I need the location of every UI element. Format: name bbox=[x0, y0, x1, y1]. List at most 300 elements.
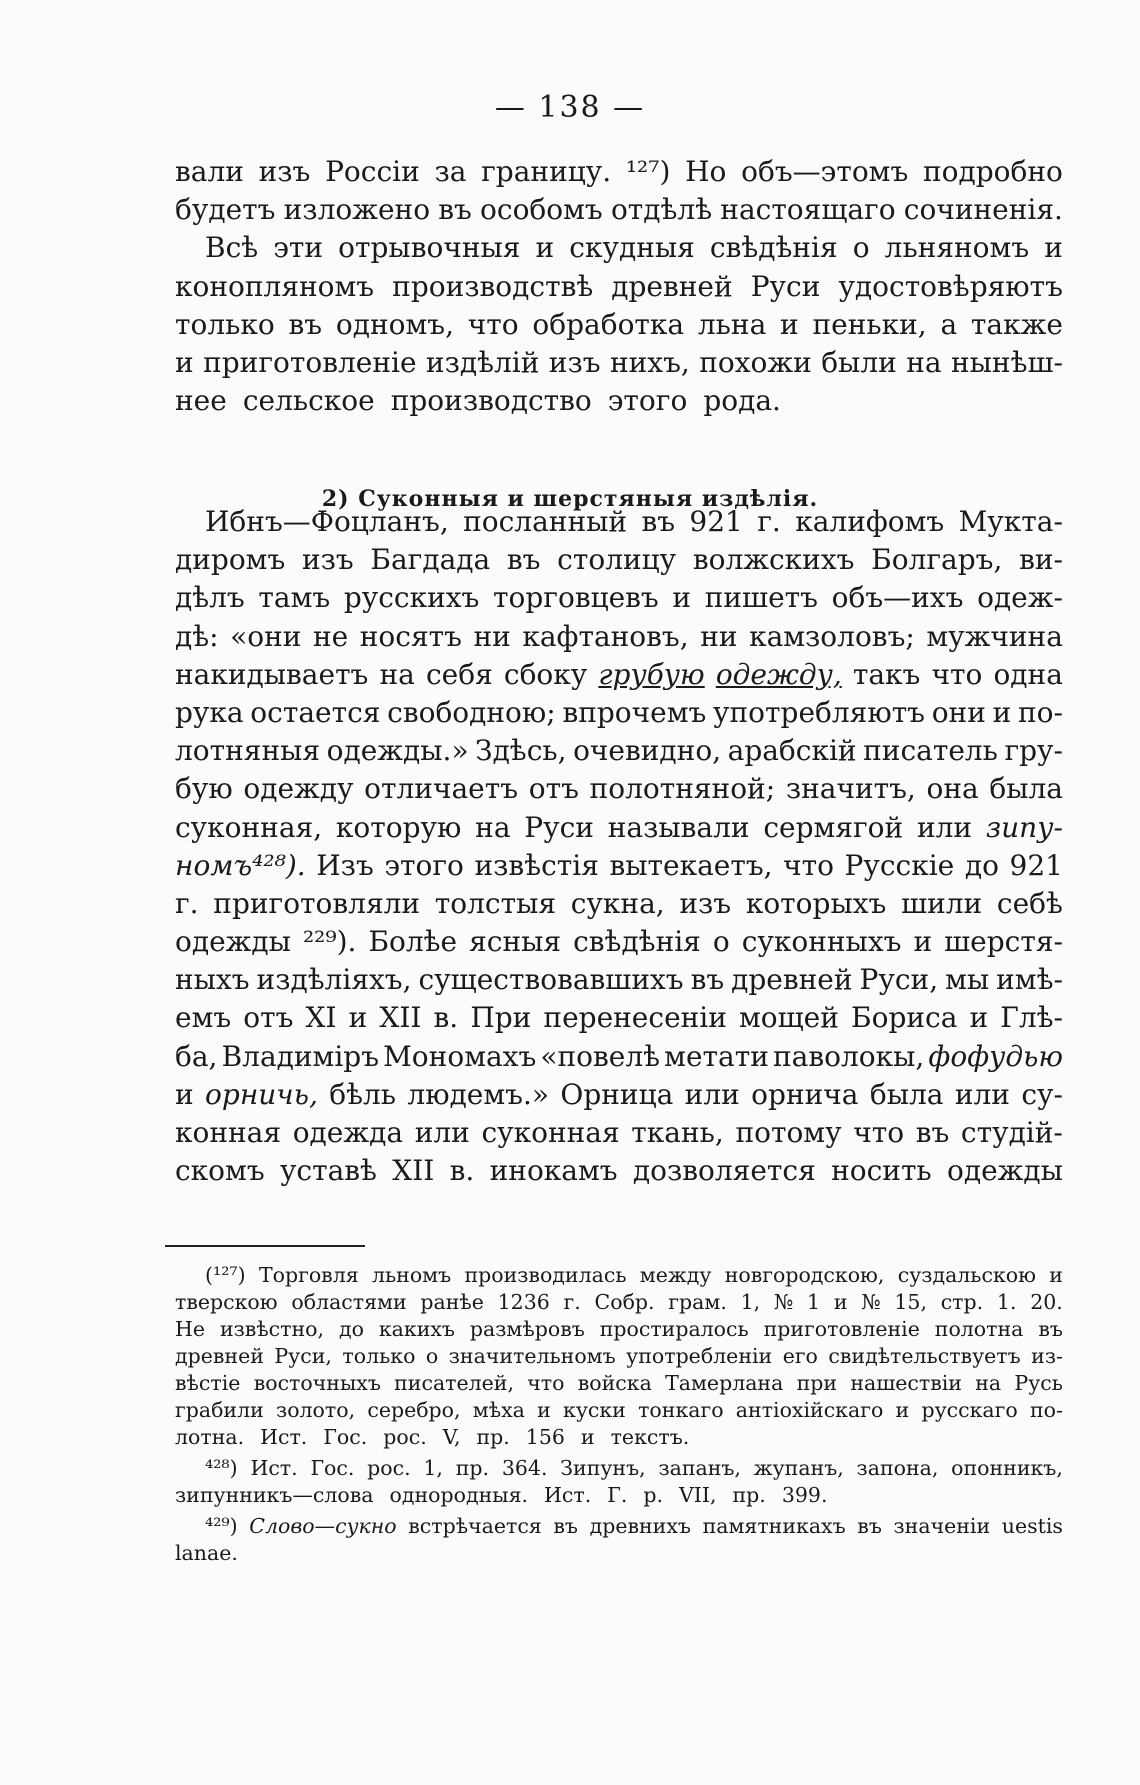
word: и bbox=[175, 1077, 194, 1111]
word: на bbox=[906, 345, 942, 379]
word: одежду, bbox=[715, 657, 842, 691]
word: этого bbox=[607, 384, 688, 418]
word: золото, bbox=[276, 1398, 356, 1422]
word: льна bbox=[697, 307, 767, 341]
word: производствѣ bbox=[392, 269, 594, 303]
word: на bbox=[975, 1371, 1002, 1395]
word: писателей, bbox=[394, 1371, 514, 1395]
word: метати bbox=[664, 1039, 769, 1073]
word: и bbox=[175, 345, 194, 379]
word: посланный bbox=[463, 505, 628, 538]
text-line bbox=[175, 229, 1063, 267]
word: конопляномъ bbox=[175, 269, 375, 303]
word: памятникахъ bbox=[702, 1514, 846, 1538]
word: инокамъ bbox=[489, 1154, 618, 1188]
word: войска bbox=[577, 1371, 652, 1395]
word: значеніи bbox=[893, 1514, 991, 1538]
word: стр. bbox=[940, 1290, 984, 1314]
word: Русскіе bbox=[844, 848, 955, 882]
page-number: — 138 — bbox=[494, 90, 646, 125]
word: кафтановъ, bbox=[522, 619, 689, 653]
text-line bbox=[175, 961, 1063, 999]
word: Мономахъ bbox=[383, 1039, 537, 1073]
text-line bbox=[175, 809, 1063, 847]
word: въ bbox=[690, 963, 725, 997]
word: остается bbox=[250, 695, 381, 729]
word: одна bbox=[993, 657, 1063, 691]
footnote-line bbox=[175, 1289, 1063, 1316]
word: зипу- bbox=[985, 810, 1063, 844]
text-line bbox=[175, 191, 1063, 229]
word: пр. bbox=[732, 1483, 766, 1507]
word: емъ bbox=[175, 1001, 232, 1035]
footnote-line bbox=[175, 1262, 1063, 1289]
word: 1, bbox=[740, 1290, 761, 1314]
word: г. bbox=[563, 1290, 581, 1314]
word: Бориса bbox=[851, 1001, 958, 1035]
text-line bbox=[175, 382, 1063, 420]
word: ткань, bbox=[631, 1116, 724, 1149]
footnote-line bbox=[175, 1540, 1063, 1567]
text-line bbox=[175, 847, 1063, 885]
word: орнича bbox=[751, 1077, 859, 1111]
word: и bbox=[537, 1398, 551, 1422]
word: носятъ bbox=[359, 619, 462, 653]
text-line bbox=[175, 923, 1063, 961]
word: Но bbox=[685, 155, 727, 188]
word: г. bbox=[757, 505, 781, 538]
footnote-line bbox=[175, 1343, 1063, 1370]
word: скудныя bbox=[569, 231, 695, 265]
word: имѣ- bbox=[996, 963, 1063, 997]
word: однородныя. bbox=[389, 1483, 529, 1507]
word: ясныя bbox=[469, 925, 562, 959]
word: тверскою bbox=[175, 1290, 278, 1314]
word: рода. bbox=[703, 384, 781, 418]
word: одежды.» bbox=[326, 734, 469, 768]
word: опонникъ, bbox=[951, 1456, 1063, 1480]
word: изъ bbox=[258, 155, 311, 188]
word: бую bbox=[175, 772, 233, 806]
word: эти bbox=[273, 231, 324, 265]
word: писатель bbox=[863, 734, 998, 768]
word: вытекаетъ, bbox=[609, 848, 773, 882]
word: извѣстно, bbox=[219, 1317, 325, 1341]
word: 1. bbox=[996, 1290, 1017, 1314]
word: калифомъ bbox=[795, 505, 945, 538]
word: въ bbox=[641, 505, 676, 538]
word: мужчина bbox=[926, 619, 1063, 653]
word: запанъ, bbox=[658, 1456, 741, 1480]
word: что bbox=[467, 307, 519, 341]
word: въ bbox=[1038, 1317, 1063, 1341]
word: запона, bbox=[856, 1456, 939, 1480]
word: Багдада bbox=[370, 543, 491, 577]
word: употребляютъ bbox=[713, 695, 925, 729]
word: дѣ: bbox=[175, 619, 219, 653]
footnote bbox=[175, 1513, 1063, 1567]
word: отдѣлѣ bbox=[610, 193, 713, 227]
word: или bbox=[414, 1116, 470, 1149]
word: ранѣе bbox=[420, 1290, 484, 1314]
word: 156 bbox=[525, 1425, 565, 1449]
word: Изъ bbox=[316, 848, 374, 882]
word: простиралось bbox=[599, 1317, 749, 1341]
word: перенесеніи bbox=[543, 1001, 727, 1035]
word: ныхъ bbox=[175, 963, 250, 997]
word: Не bbox=[175, 1317, 206, 1341]
word: зипунникъ—слова bbox=[175, 1483, 374, 1507]
text-line bbox=[175, 656, 1063, 694]
word: между bbox=[639, 1263, 712, 1287]
word: сукна, bbox=[570, 886, 665, 920]
word: одномъ, bbox=[335, 307, 454, 341]
word: суздальскою bbox=[897, 1263, 1036, 1287]
word: особомъ bbox=[480, 193, 603, 227]
word: также bbox=[970, 307, 1063, 341]
word: въ bbox=[438, 193, 472, 227]
word: при bbox=[796, 1371, 838, 1395]
word: какихъ bbox=[378, 1317, 455, 1341]
word: одежды bbox=[947, 1154, 1063, 1188]
word: в. bbox=[449, 1154, 475, 1188]
word: uestis bbox=[1001, 1514, 1063, 1538]
word: су- bbox=[1021, 1077, 1063, 1111]
word: Всѣ bbox=[205, 231, 259, 265]
word: мѣха bbox=[472, 1398, 525, 1422]
word: въ bbox=[915, 1116, 950, 1149]
word: льняномъ bbox=[884, 231, 1030, 265]
word: одежда bbox=[292, 1116, 404, 1149]
footnote-line bbox=[175, 1513, 1063, 1540]
word: свидѣтельствуетъ bbox=[828, 1344, 1021, 1368]
word: сбоку bbox=[503, 657, 588, 691]
word: лотна. bbox=[175, 1425, 245, 1449]
word: объ—ихъ bbox=[831, 581, 964, 615]
word: XII bbox=[379, 1001, 422, 1035]
word: что bbox=[931, 657, 983, 691]
word: древнихъ bbox=[589, 1514, 691, 1538]
word: и bbox=[672, 581, 692, 615]
word: Руси, bbox=[274, 1344, 332, 1368]
word: встрѣчается bbox=[408, 1514, 542, 1538]
footnotes bbox=[175, 1262, 1063, 1571]
word: за bbox=[434, 155, 467, 188]
word: ни bbox=[473, 619, 511, 653]
footnote-line bbox=[175, 1424, 1063, 1451]
word: гру- bbox=[1004, 734, 1063, 768]
word: рос. bbox=[383, 1425, 427, 1449]
word: одеж- bbox=[977, 581, 1063, 615]
word: куски bbox=[563, 1398, 626, 1422]
word: свѣдѣнія bbox=[709, 231, 838, 265]
word: грабили bbox=[175, 1398, 264, 1422]
word: 1236 bbox=[497, 1290, 550, 1314]
word: свѣдѣнія bbox=[573, 925, 701, 959]
word: нее bbox=[175, 384, 227, 418]
word: издѣліяхъ, bbox=[256, 963, 412, 997]
section-heading: 2) Суконныя и шерстяныя издѣлія. bbox=[321, 486, 819, 512]
word: вали bbox=[175, 155, 244, 188]
text-line bbox=[175, 1152, 1063, 1190]
word: ²²⁹). bbox=[302, 925, 357, 959]
word: впрочемъ bbox=[562, 695, 707, 729]
word: № bbox=[861, 1290, 881, 1314]
word: и bbox=[780, 307, 799, 341]
word: что bbox=[783, 848, 834, 882]
text-line bbox=[175, 344, 1063, 382]
word: скомъ bbox=[175, 1154, 265, 1188]
word: Руси, bbox=[859, 963, 939, 997]
word: производилась bbox=[464, 1263, 627, 1287]
word: паволокы, bbox=[772, 1039, 925, 1073]
word: Ибнъ—Фоцланъ, bbox=[205, 505, 449, 538]
footnote-line bbox=[175, 1482, 1063, 1509]
word: восточныхъ bbox=[253, 1371, 381, 1395]
word: до bbox=[964, 848, 999, 882]
paragraph-main bbox=[175, 503, 1063, 1190]
word: в. bbox=[433, 1001, 459, 1035]
word: сельское bbox=[242, 384, 375, 418]
word: были bbox=[821, 345, 897, 379]
word: Гос. bbox=[323, 1425, 368, 1449]
word: Россіи bbox=[325, 155, 420, 188]
word: тонкаго bbox=[638, 1398, 724, 1422]
word: обработка bbox=[532, 307, 685, 341]
word: изъ bbox=[679, 886, 732, 920]
word: по- bbox=[1029, 1398, 1063, 1422]
word: значитъ, bbox=[785, 772, 916, 806]
word: Владиміръ bbox=[221, 1039, 380, 1073]
word: приготовленіе bbox=[203, 345, 417, 379]
paragraph-continued bbox=[175, 153, 1063, 420]
word: одежду bbox=[243, 772, 354, 806]
word: суконная, bbox=[175, 810, 323, 844]
word: торговцевъ bbox=[493, 581, 659, 615]
word: V, bbox=[442, 1425, 461, 1449]
word: только bbox=[175, 307, 275, 341]
word: была bbox=[869, 1077, 944, 1111]
text-line bbox=[175, 1114, 1063, 1152]
text-line bbox=[175, 770, 1063, 808]
word: границу. bbox=[481, 155, 612, 188]
word: Болѣе bbox=[368, 925, 458, 959]
word: они bbox=[931, 695, 986, 729]
word: что bbox=[853, 1116, 905, 1149]
word: ни bbox=[700, 619, 738, 653]
word: 364. bbox=[501, 1456, 548, 1480]
word: из- bbox=[1031, 1344, 1063, 1368]
word: или bbox=[954, 1077, 1010, 1111]
word: по- bbox=[1017, 695, 1063, 729]
text-line bbox=[175, 732, 1063, 770]
word: арабскій bbox=[727, 734, 857, 768]
word: которыхъ bbox=[745, 886, 887, 920]
word: льномъ bbox=[371, 1263, 452, 1287]
footnote bbox=[175, 1262, 1063, 1451]
word: дозволяется bbox=[632, 1154, 816, 1188]
word: себя bbox=[425, 657, 493, 691]
word: Руси bbox=[750, 269, 821, 303]
word: въ bbox=[553, 1514, 578, 1538]
word: отличаетъ bbox=[364, 772, 519, 806]
word: сочиненія. bbox=[903, 193, 1063, 227]
word: въ bbox=[857, 1514, 882, 1538]
word: объ—этомъ bbox=[741, 155, 909, 188]
word: столицу bbox=[557, 543, 677, 577]
word: не bbox=[312, 619, 349, 653]
word: пишетъ bbox=[704, 581, 818, 615]
word: полотна bbox=[934, 1317, 1024, 1341]
word: диромъ bbox=[175, 543, 286, 577]
word: только bbox=[342, 1344, 416, 1368]
word: уставѣ bbox=[279, 1154, 377, 1188]
word: древней bbox=[175, 1344, 264, 1368]
word: въ bbox=[288, 307, 323, 341]
word: VII, bbox=[678, 1483, 717, 1507]
footnote-line bbox=[175, 1370, 1063, 1397]
word: грубую bbox=[598, 657, 705, 691]
word: (¹²⁷) bbox=[205, 1263, 246, 1287]
word: одежды bbox=[175, 925, 291, 959]
word: русскихъ bbox=[343, 581, 480, 615]
word: суконная bbox=[481, 1116, 620, 1149]
word: Зипунъ, bbox=[560, 1456, 646, 1480]
word: удостовѣряютъ bbox=[838, 269, 1063, 303]
word: отъ bbox=[528, 772, 579, 806]
word: 921 bbox=[1009, 848, 1063, 882]
word: Ист. bbox=[260, 1425, 308, 1449]
word: антіохійскаго bbox=[735, 1398, 884, 1422]
word: будетъ bbox=[175, 193, 276, 227]
footnote-line bbox=[175, 1316, 1063, 1343]
word: ба, bbox=[175, 1039, 218, 1073]
word: Ист. bbox=[544, 1483, 592, 1507]
word: Глѣ- bbox=[1000, 1001, 1063, 1035]
word: о bbox=[852, 231, 870, 265]
word: нашествіи bbox=[850, 1371, 962, 1395]
word: Тамерлана bbox=[665, 1371, 784, 1395]
word: его bbox=[782, 1344, 818, 1368]
word: номъ⁴²⁸). bbox=[175, 848, 306, 882]
word: о bbox=[425, 1344, 439, 1368]
word: Слово—сукно bbox=[249, 1514, 397, 1538]
word: приготовляли bbox=[213, 886, 421, 920]
word: извѣстія bbox=[474, 848, 599, 882]
word: При bbox=[470, 1001, 532, 1035]
word: и bbox=[535, 231, 555, 265]
text-line bbox=[175, 503, 1063, 541]
word: 921 bbox=[689, 505, 743, 538]
footnote-line bbox=[175, 1397, 1063, 1424]
word: № bbox=[773, 1290, 794, 1314]
word: и bbox=[992, 695, 1012, 729]
text-line bbox=[175, 1076, 1063, 1114]
word: фофудью bbox=[928, 1039, 1063, 1073]
word: рос. bbox=[367, 1456, 411, 1480]
word: Русь bbox=[1014, 1371, 1063, 1395]
word: нынѣш- bbox=[950, 345, 1063, 379]
word: Орница bbox=[560, 1077, 674, 1111]
word: этого bbox=[384, 848, 464, 882]
word: шерстя- bbox=[944, 925, 1063, 959]
word: Г. bbox=[607, 1483, 628, 1507]
word: до bbox=[338, 1317, 364, 1341]
word: текстъ. bbox=[610, 1425, 690, 1449]
word: размѣровъ bbox=[469, 1317, 585, 1341]
word: Руси bbox=[524, 810, 594, 844]
word: жупанъ, bbox=[753, 1456, 844, 1480]
word: мы bbox=[945, 963, 990, 997]
text-line bbox=[175, 579, 1063, 617]
word: въ bbox=[506, 543, 541, 577]
word: накидываетъ bbox=[175, 657, 369, 691]
text-line bbox=[175, 541, 1063, 579]
word: издѣлій bbox=[425, 345, 540, 379]
word: и bbox=[348, 1001, 368, 1035]
word: древней bbox=[611, 269, 733, 303]
word: сермягой bbox=[763, 810, 904, 844]
word: такъ bbox=[852, 657, 921, 691]
word: древней bbox=[731, 963, 853, 997]
word: 1 bbox=[807, 1290, 821, 1314]
word: Ист. bbox=[250, 1456, 298, 1480]
word: о bbox=[712, 925, 730, 959]
word: на bbox=[475, 810, 511, 844]
word: свободною; bbox=[387, 695, 556, 729]
word: значительномъ bbox=[448, 1344, 616, 1368]
word: камзоловъ; bbox=[749, 619, 915, 653]
word: конная bbox=[175, 1116, 282, 1149]
text-line bbox=[175, 885, 1063, 923]
word: производство bbox=[390, 384, 592, 418]
word: подробно bbox=[922, 155, 1063, 188]
word: р. bbox=[643, 1483, 663, 1507]
word: XI bbox=[305, 1001, 337, 1035]
word: приготовленіе bbox=[763, 1317, 920, 1341]
word: и bbox=[833, 1290, 848, 1314]
word: потому bbox=[735, 1116, 842, 1149]
word: изъ bbox=[301, 543, 354, 577]
word: суконныхъ bbox=[741, 925, 902, 959]
word: шили bbox=[901, 886, 983, 920]
word: что bbox=[527, 1371, 565, 1395]
word: мощей bbox=[739, 1001, 839, 1035]
word: орничь, bbox=[205, 1077, 318, 1111]
word: лотняныя bbox=[175, 734, 321, 768]
text-line bbox=[175, 1038, 1063, 1076]
word: волжскихъ bbox=[692, 543, 855, 577]
word: настоящаго bbox=[720, 193, 896, 227]
word: изъ bbox=[548, 345, 601, 379]
word: называли bbox=[607, 810, 750, 844]
footnote-line bbox=[175, 1455, 1063, 1482]
word: г. bbox=[175, 886, 199, 920]
word: пр. bbox=[476, 1425, 510, 1449]
word: которую bbox=[335, 810, 462, 844]
word: она bbox=[926, 772, 979, 806]
word: людемъ.» bbox=[407, 1077, 550, 1111]
word: областями bbox=[291, 1290, 407, 1314]
word: Гос. bbox=[310, 1456, 355, 1480]
word: или bbox=[916, 810, 973, 844]
word: lanae. bbox=[175, 1541, 238, 1565]
word: похожи bbox=[699, 345, 812, 379]
word: и bbox=[895, 1398, 910, 1422]
word: русскаго bbox=[921, 1398, 1018, 1422]
text-line bbox=[175, 153, 1063, 191]
word: ⁴²⁸) bbox=[205, 1456, 238, 1480]
